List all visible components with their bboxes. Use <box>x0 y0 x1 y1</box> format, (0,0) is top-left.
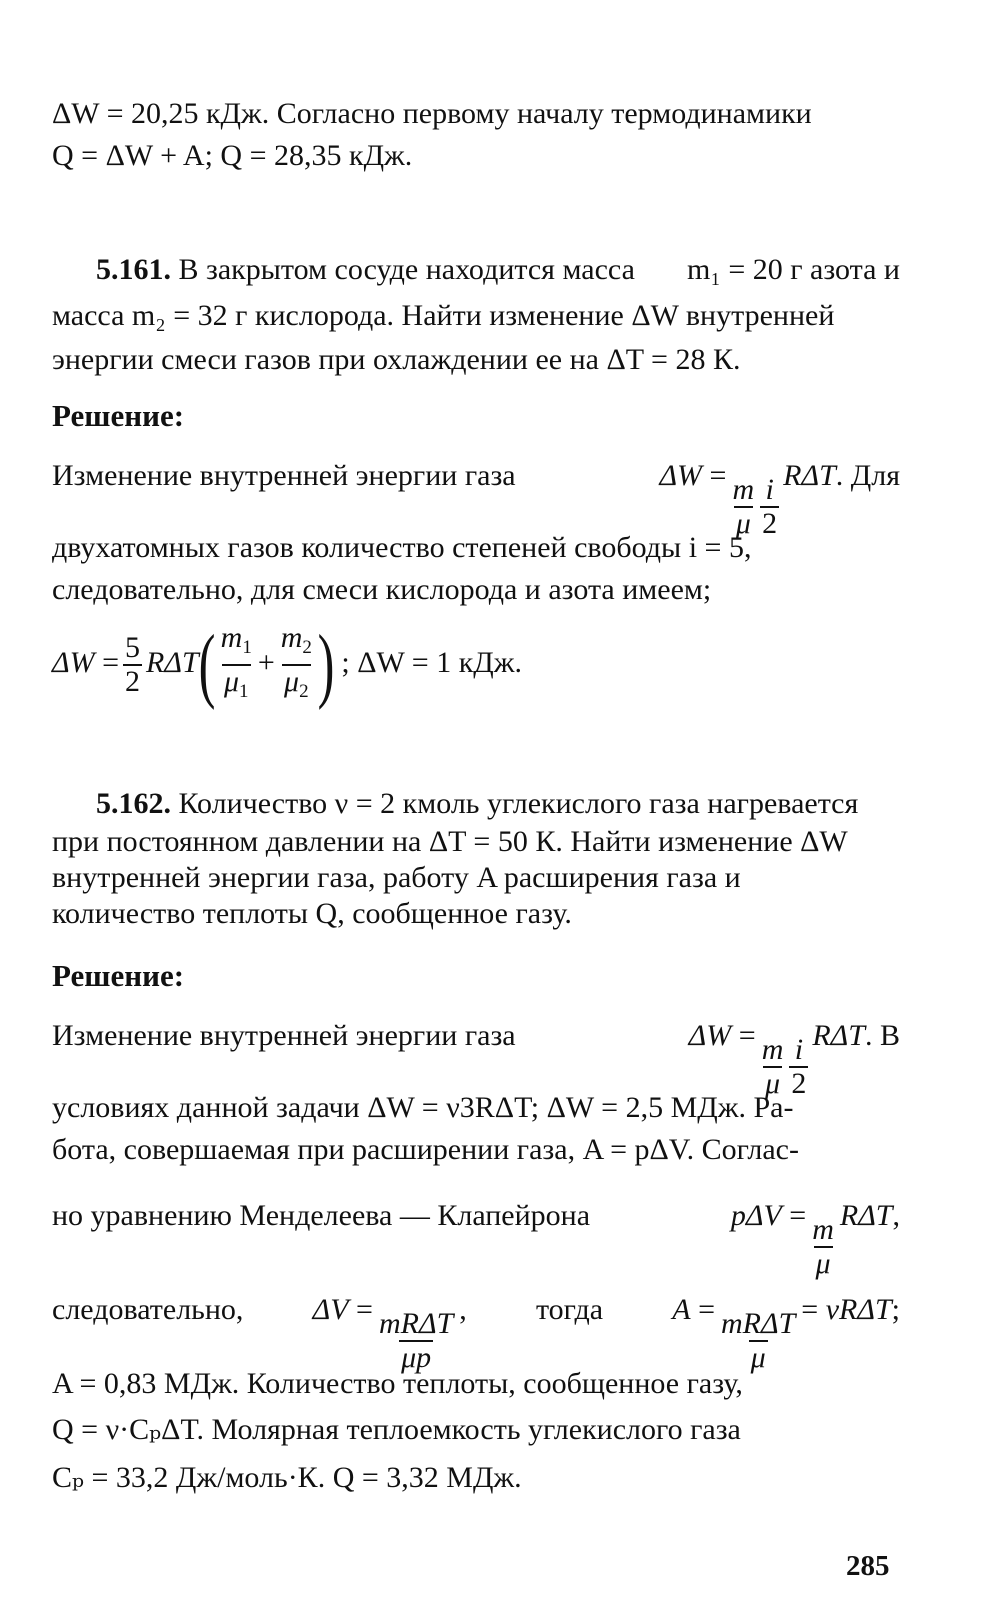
problem-5-162-line-2: при постоянном давлении на ΔT = 50 К. Найти изменение ΔW <box>52 825 848 858</box>
solution-text: Изменение внутренней энергии газа <box>52 459 516 492</box>
then-word: тогда <box>535 1293 604 1326</box>
solution-161-line-3: следовательно, для смеси кислорода и азота имеем; <box>52 573 712 606</box>
solution-text: Изменение внутренней энергии газа <box>52 1019 516 1052</box>
solution-162-line-6: A = 0,83 МДж. Количество теплоты, сообщенное газу, <box>52 1367 743 1400</box>
solution-text: следовательно, <box>52 1293 244 1326</box>
solution-161-line-2: двухатомных газов количество степеней свободы i = 5, <box>52 531 752 564</box>
problem-5-162-line-4: количество теплоты Q, сообщенное газу. <box>52 897 572 930</box>
result: ; ΔW = 1 кДж. <box>341 645 522 679</box>
problem-number: 5.161. <box>96 253 171 286</box>
page-number: 285 <box>846 1550 890 1582</box>
internal-energy-formula: ΔW = $\frac{m}{\mu}$ $\frac{i}{2}$ RΔT. В <box>688 1019 900 1100</box>
solution-162-line-4 <box>52 1196 900 1280</box>
problem-5-161-line-1 <box>96 250 900 290</box>
top-line-1-text: ΔW = 20,25 кДж. Согласно первому началу термодинамики <box>52 97 812 130</box>
problem-text: Количество ν = 2 кмоль углекислого газа нагревается <box>178 787 859 820</box>
problem-text: В закрытом сосуде находится масса <box>178 253 635 286</box>
top-line-2: Q = ΔW + A; Q = 28,35 кДж. <box>52 139 413 172</box>
mendeleev-formula: pΔV = $\frac{m}{\mu}$ RΔT, <box>730 1199 900 1280</box>
solution-heading-161: Решение: <box>52 398 185 433</box>
volume-formula: ΔV = $\frac{\text{mRΔT}}{\mu p}$ , <box>312 1293 467 1374</box>
problem-5-161-line-3: энергии смеси газов при охлаждении ее на ΔT = 28 К. <box>52 343 741 376</box>
work-formula: A = $\frac{\text{mRΔT}}{\mu}$ = νRΔT; <box>672 1293 900 1374</box>
solution-162-line-3: бота, совершаемая при расширении газа, A = pΔV. Соглас- <box>52 1133 799 1166</box>
solution-162-line-7: Q = ν·CₚΔT. Молярная теплоемкость углекислого газа <box>52 1413 741 1446</box>
solution-text: но уравнению Менделеева — Клапейрона <box>52 1199 591 1232</box>
solution-162-line-8: Cₚ = 33,2 Дж/моль·К. Q = 3,32 МДж. <box>52 1461 522 1494</box>
mixture-formula: ΔW = $\frac{5}{2}$ RΔT( $\frac{m_1}{\mu_1}$ + $\frac{m_2}{\mu_2}$ ) <box>52 618 335 711</box>
problem-5-162-line-3: внутренней энергии газа, работу A расширения газа и <box>52 861 741 894</box>
problem-number: 5.162. <box>96 787 171 820</box>
solution-161-line-4 <box>52 618 900 711</box>
internal-energy-formula: ΔW = $\frac{m}{\mu}$ $\frac{i}{2}$ RΔT. Для <box>659 459 900 540</box>
top-line-1 <box>52 94 900 134</box>
solution-heading-162: Решение: <box>52 958 185 993</box>
problem-formula: m₁ = 20 г азота и <box>687 253 900 286</box>
problem-5-162-line-1 <box>96 784 900 824</box>
problem-5-161-line-2: масса m₂ = 32 г кислорода. Найти изменение ΔW внутренней <box>52 299 835 332</box>
solution-162-line-5 <box>52 1290 900 1374</box>
solution-162-line-2: условиях данной задачи ΔW = ν3RΔT; ΔW = 2,5 МДж. Ра- <box>52 1091 794 1124</box>
